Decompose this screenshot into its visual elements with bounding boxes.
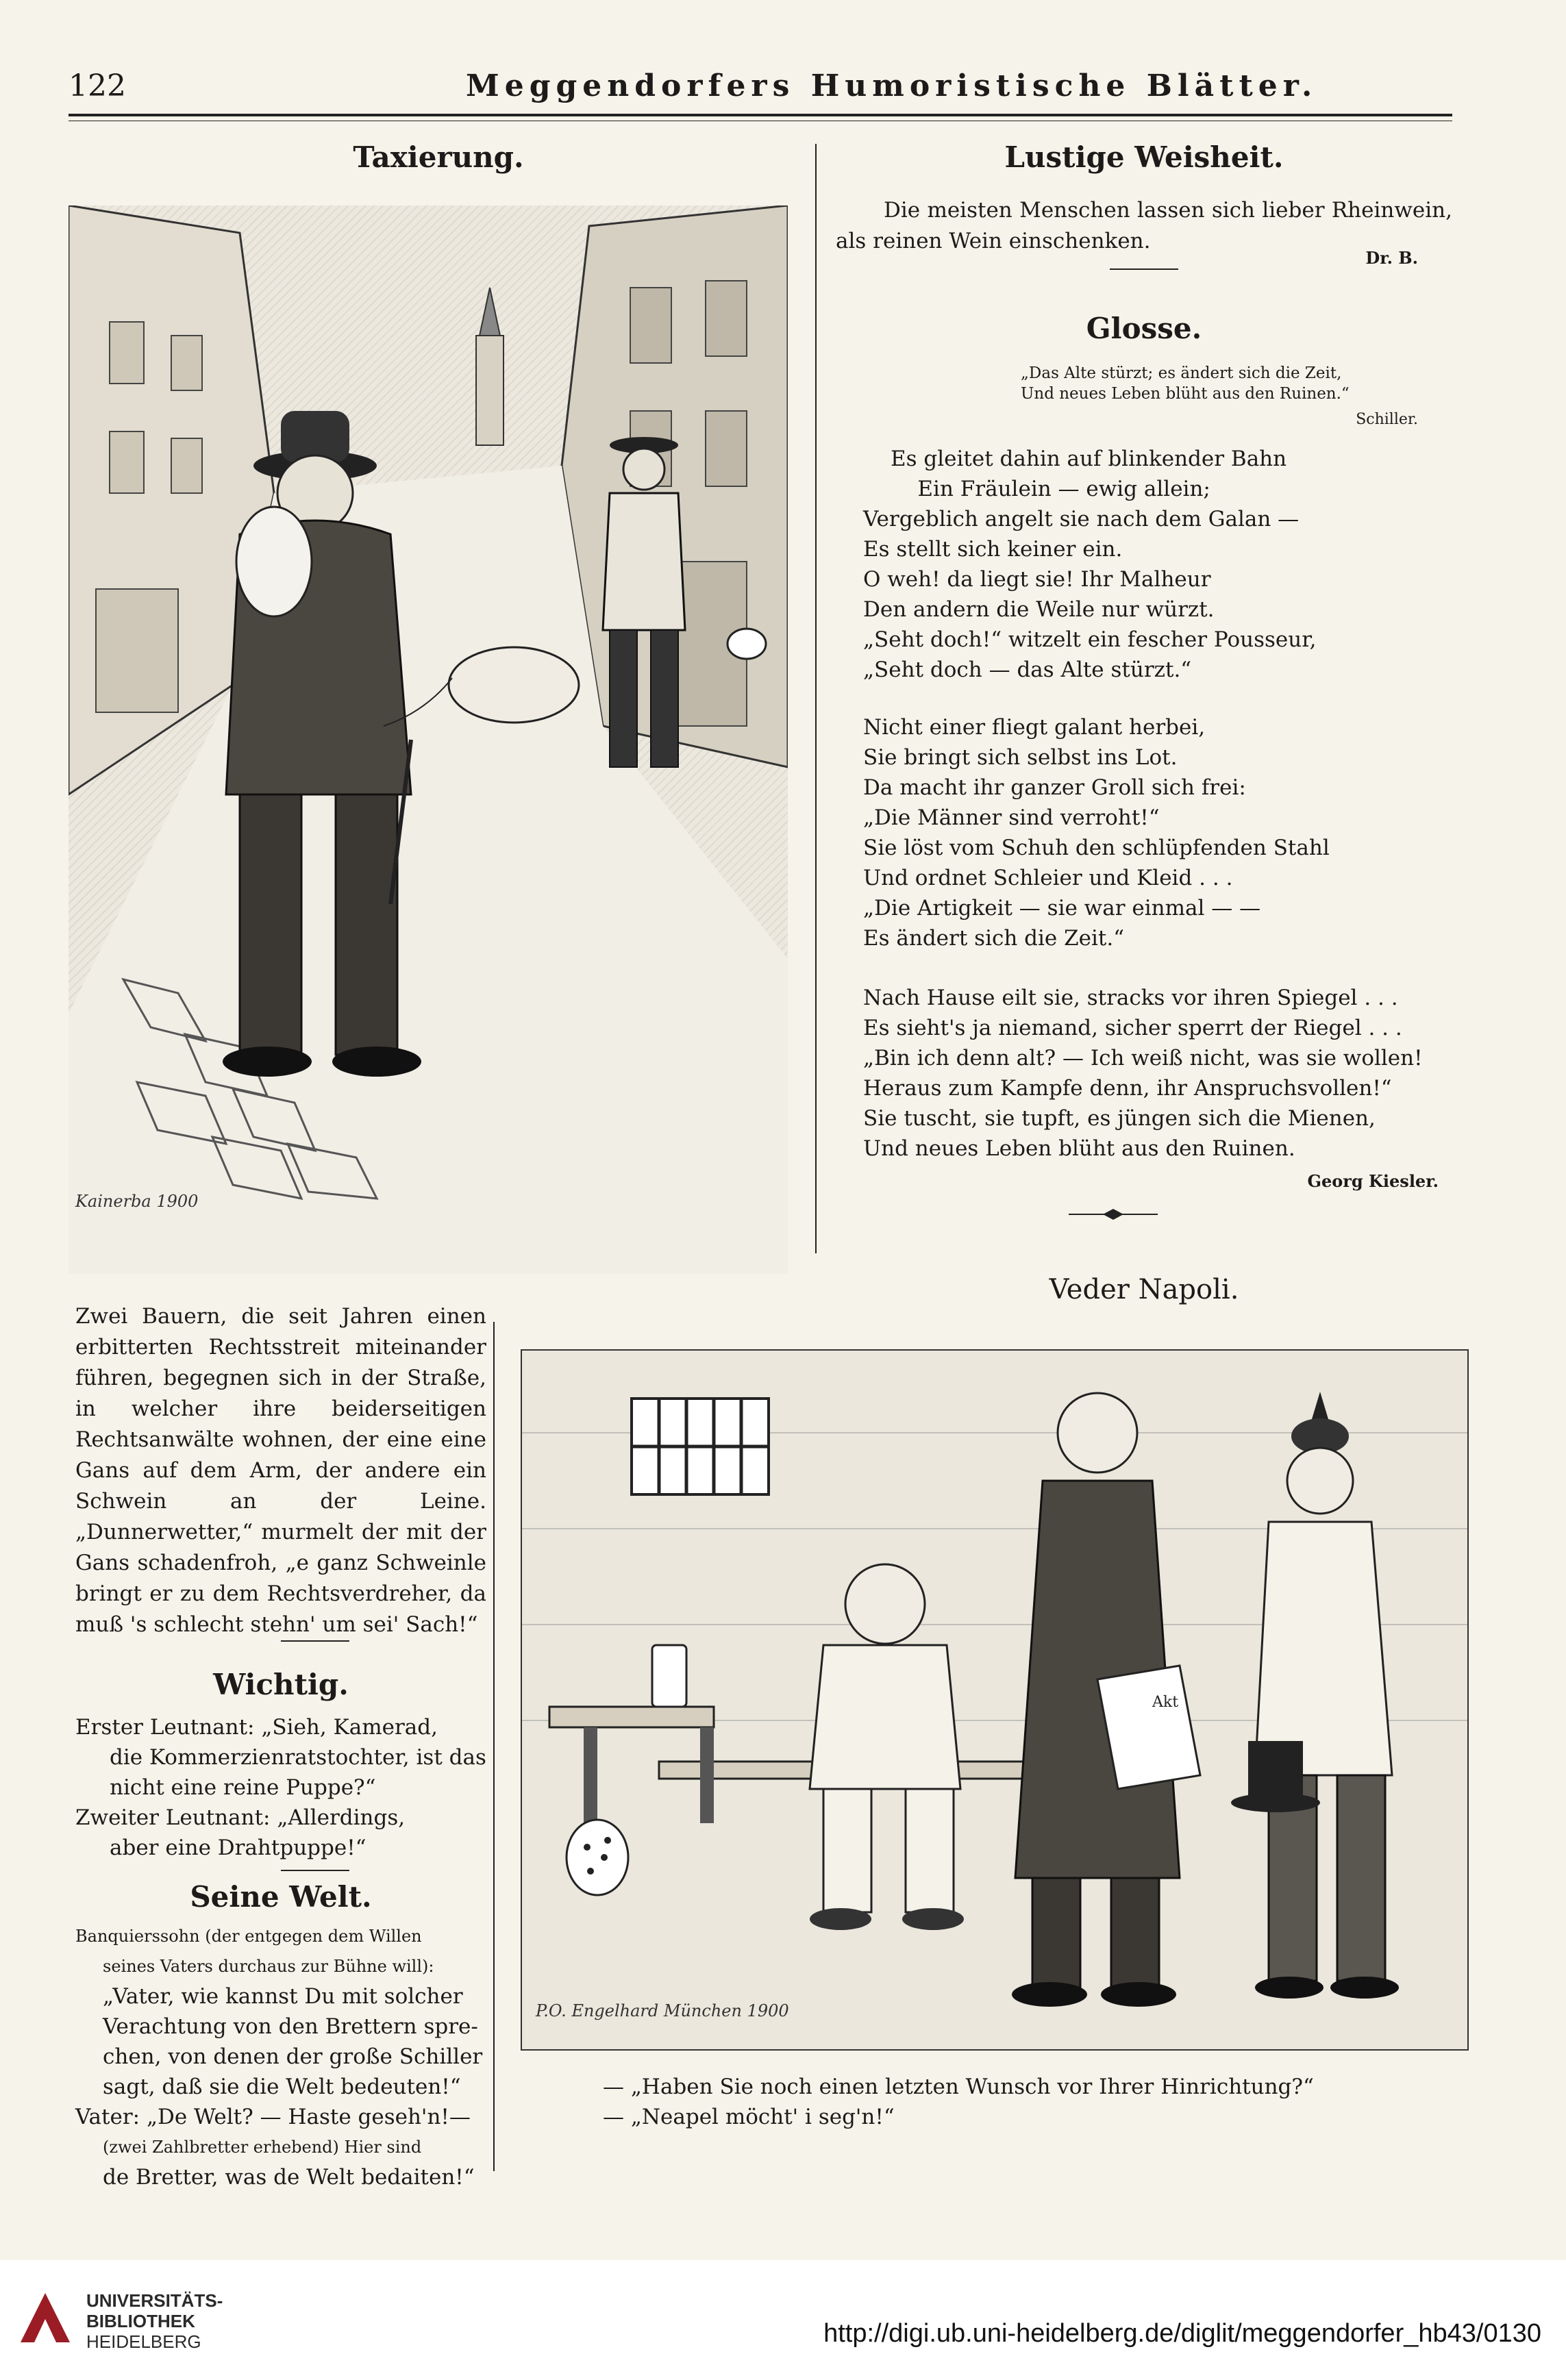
library-name-line-1: UNIVERSITÄTS- (86, 2290, 223, 2311)
seine-welt-line: seines Vaters durchaus zur Bühne will): (103, 1957, 434, 1976)
glosse-stanza-3 (863, 983, 1466, 1164)
lustige-title: Lustige Weisheit. (1004, 140, 1284, 174)
veder-napoli-illustrator-signature: P.O. Engelhard München 1900 (536, 2001, 789, 2020)
glosse-line: Sie bringt sich selbst ins Lot. (863, 745, 1178, 770)
glosse-line: Nicht einer fliegt galant herbei, (863, 715, 1206, 740)
glosse-author: Georg Kiesler. (1307, 1171, 1439, 1191)
separator-1 (281, 1640, 349, 1642)
glosse-line: Und neues Leben blüht aus den Ruinen. (863, 1136, 1295, 1161)
glosse-line: Sie löst vom Schuh den schlüpfenden Stahl (863, 836, 1330, 860)
journal-title: Meggendorfers Humoristische Blätter. (466, 68, 1318, 103)
glosse-motto-line: „Das Alte stürzt; es ändert sich die Zeit, (1021, 364, 1342, 382)
taxierung-illustrator-signature: Kainerba 1900 (75, 1192, 199, 1211)
lustige-author: Dr. B. (1365, 248, 1418, 268)
glosse-line: Es stellt sich keiner ein. (863, 537, 1123, 562)
glosse-line: Es ändert sich die Zeit.“ (863, 926, 1125, 951)
glosse-line: Es sieht's ja niemand, sicher sperrt der Riegel . . . (863, 1016, 1402, 1040)
seine-welt-line: (zwei Zahlbretter erhebend) Hier sind (103, 2138, 422, 2157)
glosse-line: „Die Artigkeit — sie war einmal — — (863, 896, 1261, 920)
dialogue-line: — „Haben Sie noch einen letzten Wunsch vor Ihrer Hinrichtung?“ (603, 2075, 1314, 2099)
lustige-text: Die meisten Menschen lassen sich lieber Rheinwein, als reinen Wein einschenken. (836, 198, 1452, 253)
source-url-link[interactable]: http://digi.ub.uni-heidelberg.de/diglit/meggendorfer_hb43/0130 (823, 2319, 1541, 2348)
file-label: Akt (1152, 1694, 1179, 1711)
column-divider (815, 144, 817, 1253)
footer-bar (0, 2260, 1566, 2380)
seine-welt-line: de Bretter, was de Welt bedaiten!“ (103, 2165, 475, 2190)
header-rule (69, 114, 1452, 116)
glosse-line: Sie tuscht, sie tupft, es jüngen sich die Mienen, (863, 1106, 1376, 1131)
glosse-stanza-1 (863, 444, 1466, 685)
wichtig-text (75, 1712, 486, 1863)
wichtig-line: Erster Leutnant: „Sieh, Kamerad, (75, 1715, 438, 1740)
glosse-stanza-2 (863, 712, 1466, 953)
wichtig-line: nicht eine reine Puppe?“ (110, 1775, 376, 1800)
seine-welt-text (75, 1921, 493, 2192)
glosse-line: Es gleitet dahin auf blinkender Bahn (891, 447, 1287, 471)
dialogue-line: — „Neapel möcht' i seg'n!“ (603, 2105, 895, 2129)
wichtig-line: die Kommerzienratstochter, ist das (110, 1745, 486, 1770)
seine-welt-line: Vater: „De Welt? — Haste geseh'n!— (75, 2105, 471, 2129)
seine-welt-line: Banquierssohn (der entgegen dem Willen (75, 1927, 422, 1946)
seine-welt-line: „Vater, wie kannst Du mit solcher (103, 1984, 463, 2009)
glosse-line: Vergeblich angelt sie nach dem Galan — (863, 507, 1300, 531)
separator-3 (1110, 268, 1178, 270)
small-column-divider (493, 1322, 495, 2171)
glosse-line: „Seht doch — das Alte stürzt.“ (863, 657, 1192, 682)
glosse-line: „Bin ich denn alt? — Ich weiß nicht, was sie wollen! (863, 1046, 1423, 1070)
library-name-line-3: HEIDELBERG (86, 2331, 201, 2352)
glosse-line: Den andern die Weile nur würzt. (863, 597, 1215, 622)
library-name-line-2: BIBLIOTHEK (86, 2311, 195, 2331)
glosse-title: Glosse. (1086, 312, 1202, 345)
prison-scene-drawing (522, 1351, 1467, 2049)
veder-napoli-illustration (521, 1349, 1469, 2051)
glosse-line: „Seht doch!“ witzelt ein fescher Pousseur, (863, 627, 1317, 652)
seine-welt-title: Seine Welt. (190, 1880, 372, 1914)
glosse-motto-line: Und neues Leben blüht aus den Ruinen.“ (1021, 385, 1350, 403)
glosse-line: „Die Männer sind verroht!“ (863, 805, 1160, 830)
seine-welt-line: Verachtung von den Brettern spre- (103, 2014, 478, 2039)
wichtig-title: Wichtig. (213, 1668, 349, 1701)
street-scene-drawing (69, 205, 788, 1274)
ornament-divider (1069, 1207, 1158, 1222)
glosse-line: Heraus zum Kampfe denn, ihr Anspruchsvollen!“ (863, 1076, 1392, 1101)
taxierung-story: Zwei Bauern, die seit Jahren einen erbitterten Rechtsstreit miteinander führen, begegnen sich in der Straße, in welcher ihre beiderseitigen Rechtsanwälte wohnen, der eine eine Gans auf dem Arm, der andere ein Schwein an der Leine. „Dunnerwetter,“ murmelt der mit der Gans schadenfroh, „e ganz Schweinle bringt er zu dem Rechtsverdreher, da muß 's schlecht stehn' um sei' Sach!“ (75, 1304, 486, 1637)
page-number: 122 (69, 68, 126, 103)
taxierung-illustration (69, 205, 788, 1274)
separator-2 (281, 1870, 349, 1871)
glosse-motto-author: Schiller. (1356, 411, 1418, 428)
library-logo-icon (14, 2288, 77, 2351)
seine-welt-line: sagt, daß sie die Welt bedeuten!“ (103, 2075, 461, 2099)
wichtig-line: aber eine Drahtpuppe!“ (110, 1836, 366, 1860)
seine-welt-line: chen, von denen der große Schiller (103, 2044, 483, 2069)
glosse-line: Da macht ihr ganzer Groll sich frei: (863, 775, 1246, 800)
glosse-motto (1021, 363, 1432, 404)
veder-napoli-dialogue (603, 2072, 1452, 2132)
wichtig-line: Zweiter Leutnant: „Allerdings, (75, 1805, 406, 1830)
glosse-line: Und ordnet Schleier und Kleid . . . (863, 866, 1233, 890)
glosse-line: Nach Hause eilt sie, stracks vor ihren Spiegel . . . (863, 986, 1398, 1010)
glosse-line: O weh! da liegt sie! Ihr Malheur (863, 567, 1211, 592)
taxierung-title: Taxierung. (353, 140, 524, 174)
veder-napoli-title: Veder Napoli. (1049, 1274, 1239, 1305)
glosse-line: Ein Fräulein — ewig allein; (891, 477, 1210, 501)
